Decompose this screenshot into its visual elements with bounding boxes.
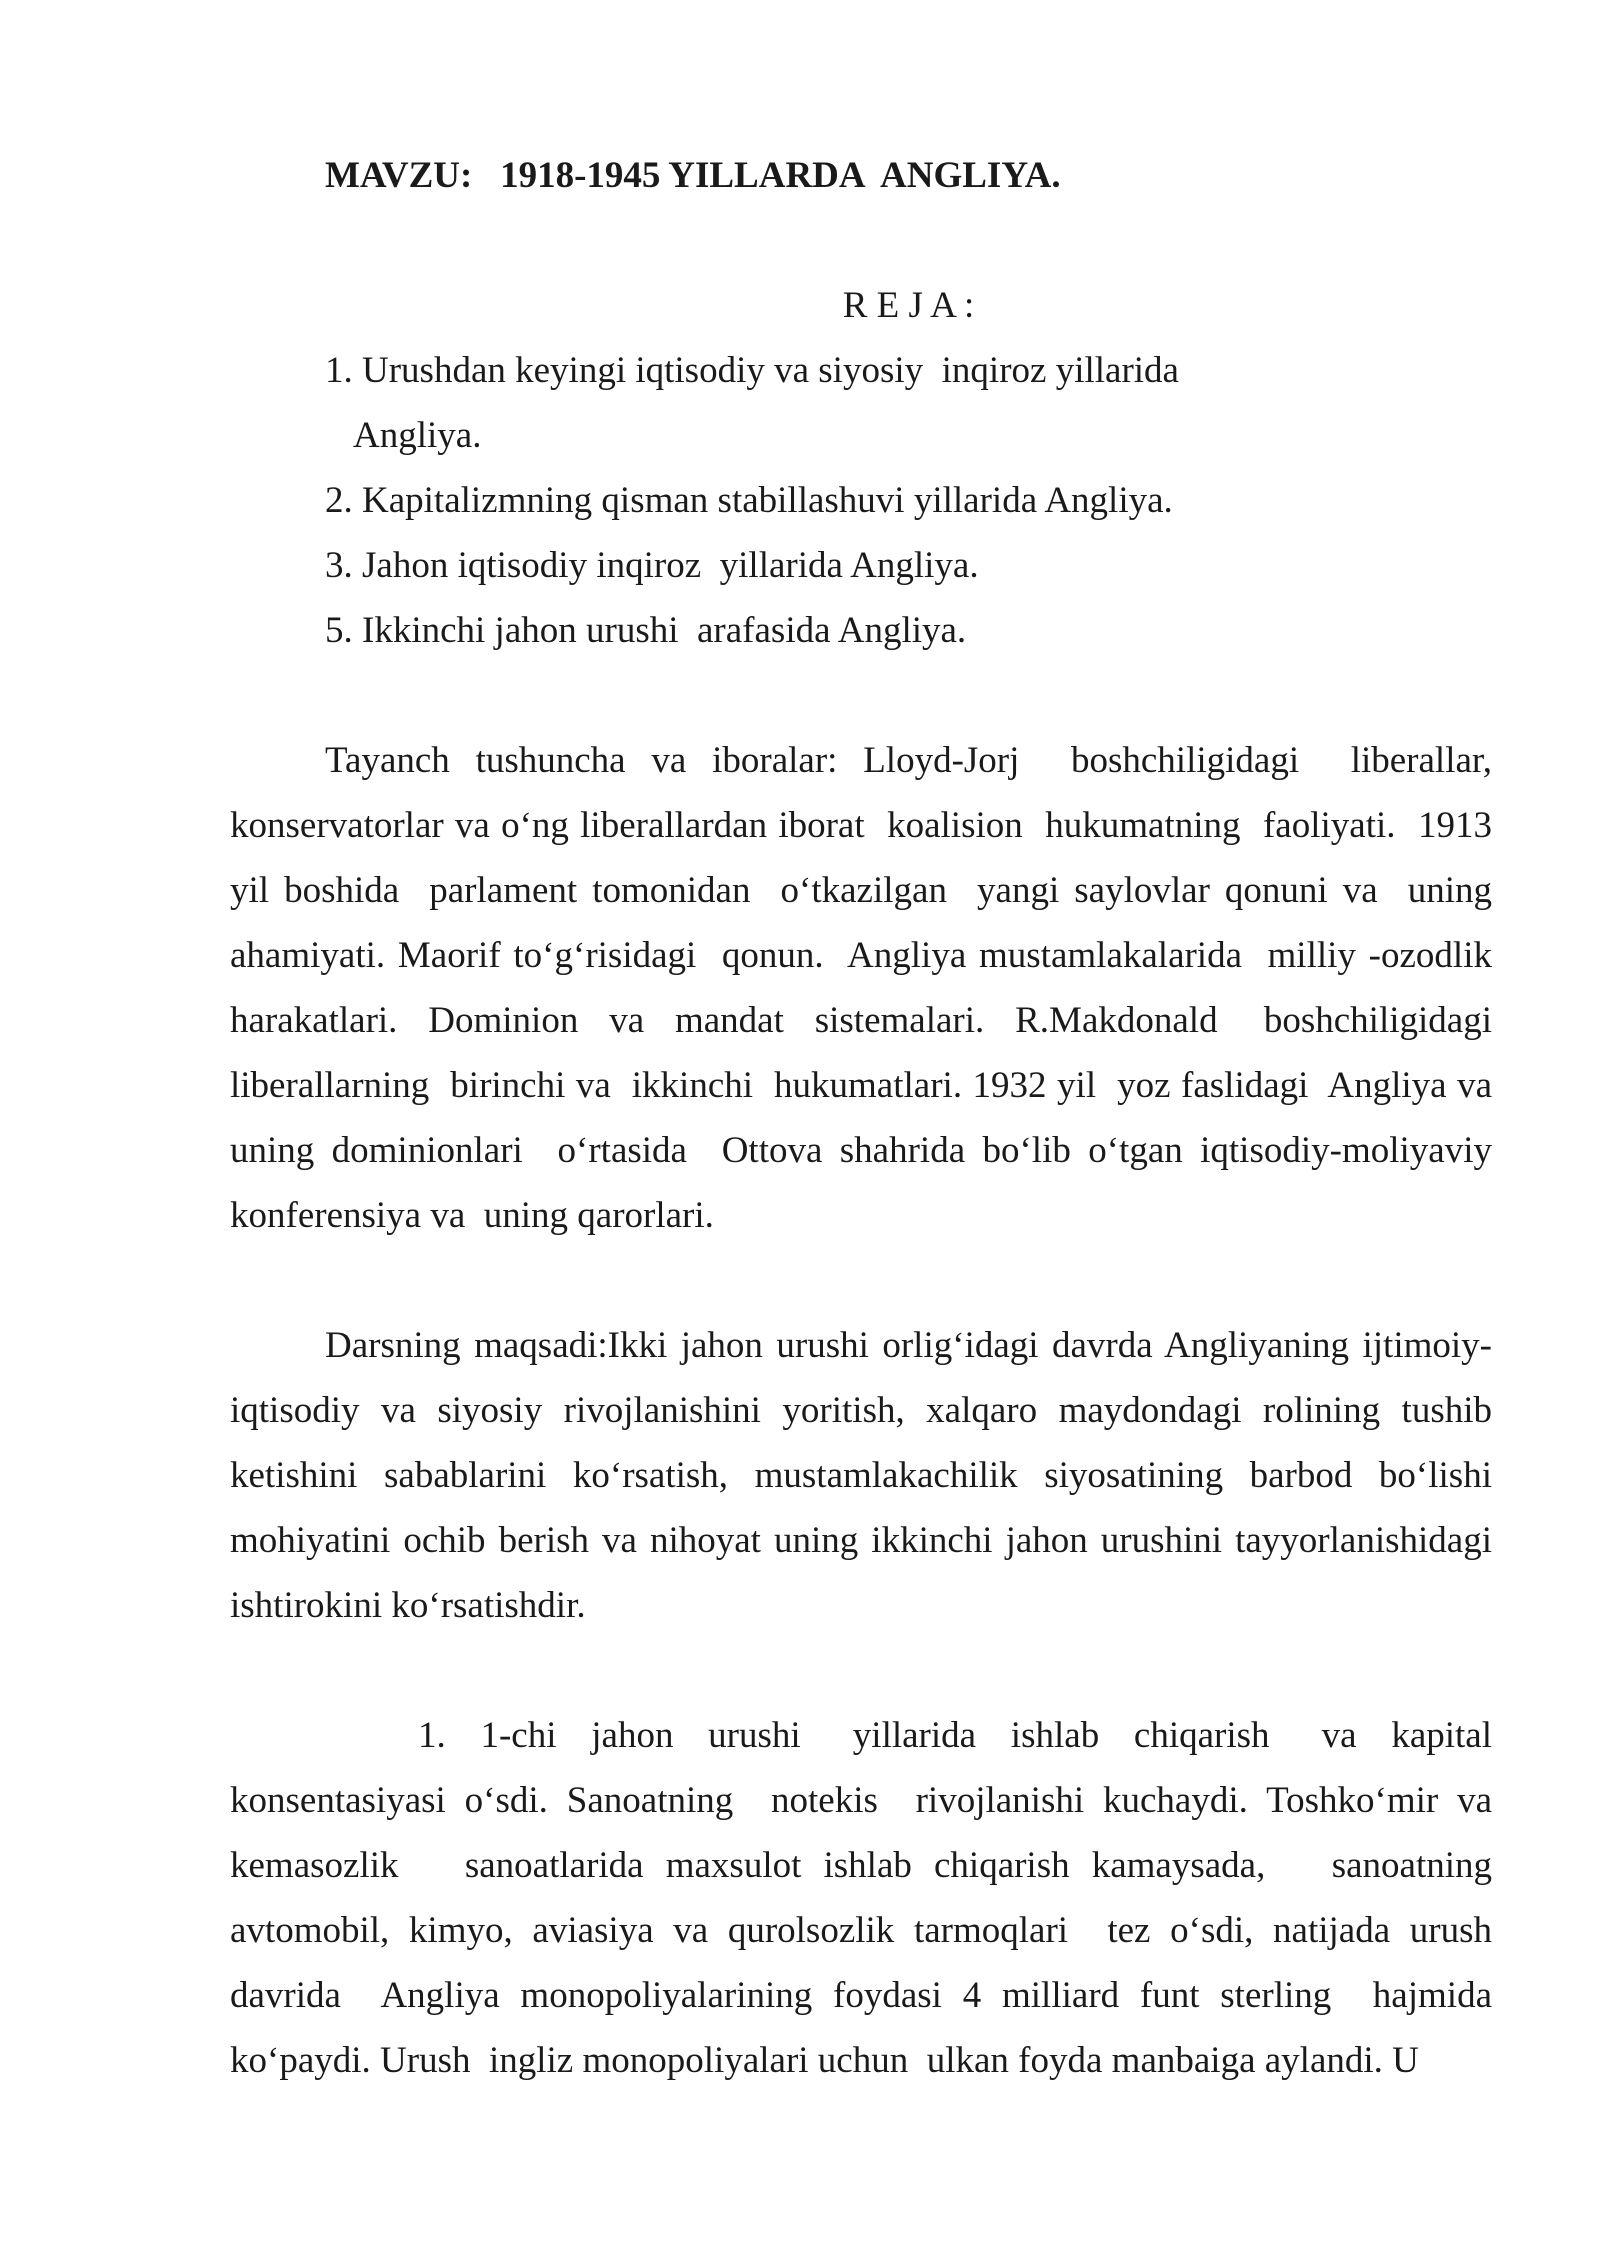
document-content <box>230 143 1502 2093</box>
paragraph-key-concepts: Tayanch tushuncha va iboralar: Lloyd-Jorj boshchiligidagi liberallar, konservatorlar va o‘ng liberallardan iborat koalision hukumatning faoliyati. 1913 yil boshida parlament tomonidan o‘tkazilgan yangi saylovlar qonuni va uning ahamiyati. Maorif to‘g‘risidagi qonun. Angliya mustamlakalarida milliy -ozodlik harakatlari. Dominion va mandat sistemalari. R.Makdonald boshchiligidagi liberallarning birinchi va ikkinchi hukumatlari. 1932 yil yoz faslidagi Angliya va uning dominionlari o‘rtasida Ottova shahrida bo‘lib o‘tgan iqtisodiy-moliyaviy konferensiya va uning qarorlari. <box>230 740 1502 1236</box>
plan-heading: R E J A : <box>842 285 975 326</box>
plan-item-4: 5. Ikkinchi jahon urushi arafasida Angliya. <box>325 610 967 651</box>
plan-item-3: 3. Jahon iqtisodiy inqiroz yillarida Angliya. <box>325 545 979 586</box>
plan-item-1-line-1: 1. Urushdan keyingi iqtisodiy va siyosiy inqiroz yillarida <box>325 350 1179 391</box>
paragraph-lesson-goal: Darsning maqsadi:Ikki jahon urushi orlig‘idagi davrda Angliyaning ijtimoiy-iqtisodiy va siyosiy rivojlanishini yoritish, xalqaro maydondagi rolining tushib ketishini sabablarini ko‘rsatish, mustamlakachilik siyosatining barbod bo‘lishi mohiyatini ochib berish va nihoyat uning ikkinchi jahon urushini tayyorlanishidagi ishtirokini ko‘rsatishdir. <box>230 1325 1502 1626</box>
paragraph-section-one: 1. 1-chi jahon urushi yillarida ishlab chiqarish va kapital konsentasiyasi o‘sdi. Sanoatning notekis rivojlanishi kuchaydi. Toshko‘mir va kemasozlik sanoatlarida maxsulot ishlab chiqarish kamaysada, sanoatning avtomobil, kimyo, aviasiya va qurolsozlik tarmoqlari tez o‘sdi, natijada urush davrida Angliya monopoliyalarining foydasi 4 milliard funt sterling hajmida ko‘paydi. Urush ingliz monopoliyalari uchun ulkan foyda manbaiga aylandi. U <box>230 1715 1502 2081</box>
plan-item-1-line-2: Angliya. <box>353 415 482 456</box>
plan-item-2: 2. Kapitalizmning qisman stabillashuvi yillarida Angliya. <box>325 480 1173 521</box>
document-title: MAVZU: 1918-1945 YILLARDA ANGLIYA. <box>325 155 1061 196</box>
